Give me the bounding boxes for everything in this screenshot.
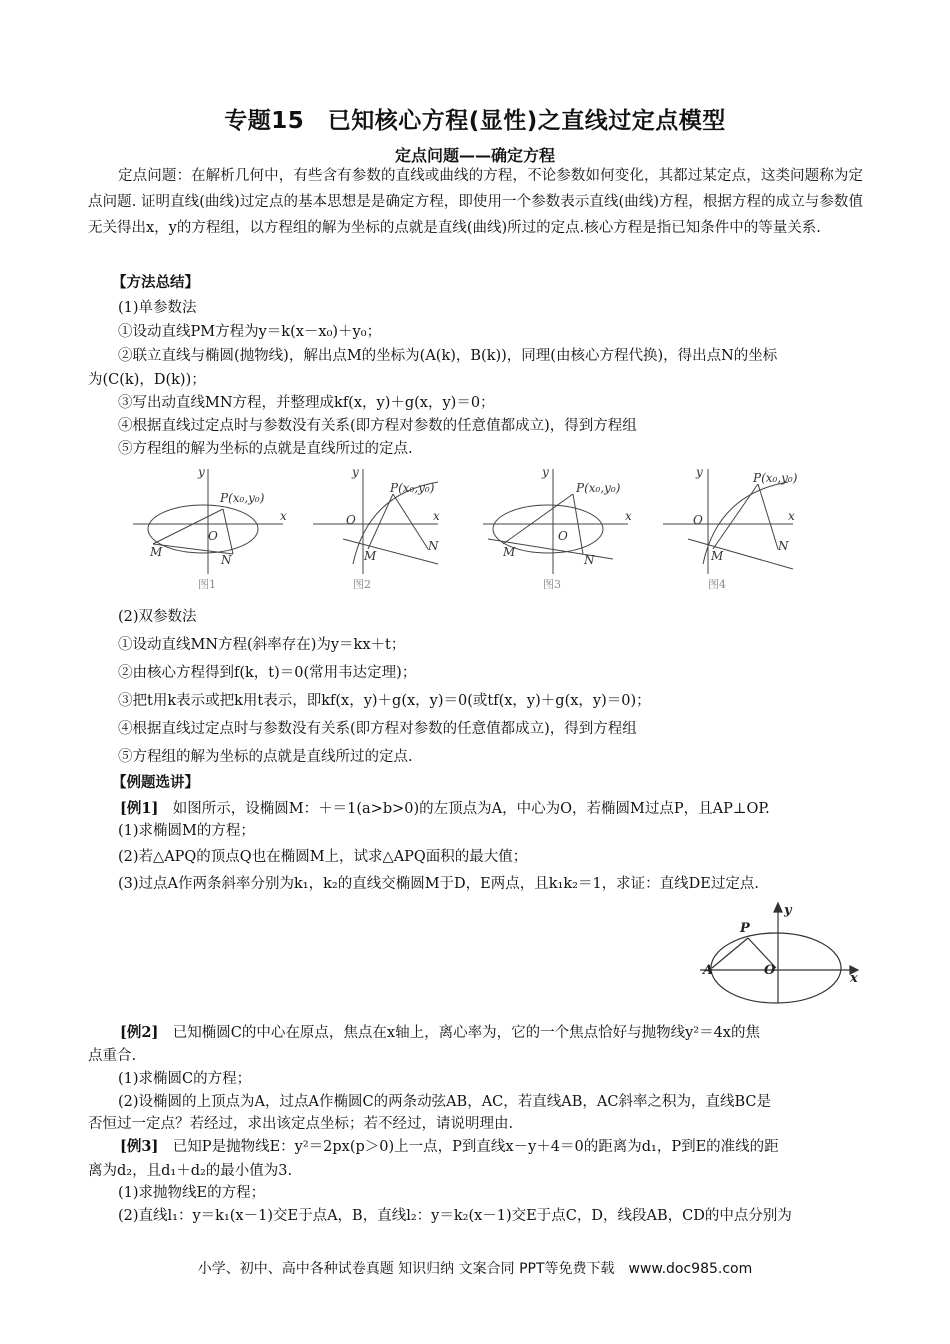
fig4-n-label: N [778,539,789,553]
ex1-fig-a-label: A [703,963,714,978]
fig3-caption: 图3 [543,578,561,591]
fig3-m-label: M [503,545,516,559]
example-3-q1: (1)求抛物线E的方程； [118,1185,266,1201]
example-1-q3: (3)过点A作两条斜率分别为k₁，k₂的直线交椭圆M于D，E两点，且k₁k₂＝1，求证：直线DE过定点. [118,876,760,892]
ex1-fig-o-label: O [764,963,776,978]
double-step-4: ④根据直线过定点时与参数没有关系(即方程对参数的任意值都成立)，得到方程组 [118,721,637,737]
example-1-q2: (2)若△APQ的顶点Q也在椭圆M上，试求△APQ面积的最大值； [118,849,528,865]
ex1-fig-x-label: x [850,971,858,986]
single-step-1: ①设动直线PM方程为y＝k(x－x₀)＋y₀； [118,324,382,340]
fig1-y-label: y [198,465,205,479]
fig2-m-label: M [364,549,377,563]
fig2-caption: 图2 [353,578,371,591]
page-title: 专题15 已知核心方程(显性)之直线过定点模型 [224,108,726,134]
example-2-stem-cont: 点重合. [88,1048,137,1064]
double-step-1: ①设动直线MN方程(斜率存在)为y＝kx＋t； [118,637,406,653]
double-param-label: (2)双参数法 [118,609,197,625]
single-step-2-cont: 为(C(k)，D(k))； [88,372,206,388]
fig1-p-label: P(x₀,y₀) [220,491,265,505]
double-step-5: ⑤方程组的解为坐标的点就是直线所过的定点. [118,749,413,765]
example-1-stem [120,798,770,820]
fig2-o-label: O [346,513,356,527]
fig2-p-label: P(x₀,y₀) [390,481,435,495]
fig4-o-label: O [693,513,703,527]
method-heading: 【方法总结】 [112,275,199,291]
fig2-n-label: N [428,539,439,553]
single-step-5: ⑤方程组的解为坐标的点就是直线所过的定点. [118,441,413,457]
fig4-y-label: y [696,465,703,479]
single-step-2: ②联立直线与椭圆(抛物线)，解出点M的坐标为(A(k)，B(k))，同理(由核心方程代换)，得出点N的坐标 [118,348,778,364]
fig3-n-label: N [584,553,595,567]
example-1-tag: [例1] [120,800,159,817]
fig4-m-label: M [711,549,724,563]
example-2-q2-cont: 否恒过一定点？若经过，求出该定点坐标；若不经过，请说明理由. [88,1116,514,1132]
page-footer: 小学、初中、高中各种试卷真题 知识归纳 文案合同 PPT等免费下载 www.doc985.com [197,1261,753,1277]
fig1-n-label: N [221,553,232,567]
single-param-label: (1)单参数法 [118,300,197,316]
fig2-y-label: y [352,465,359,479]
examples-heading: 【例题选讲】 [112,775,199,791]
fig1-x-label: x [280,509,287,523]
example-3-q2: (2)直线l₁：y＝k₁(x－1)交E于点A，B，直线l₂：y＝k₂(x－1)交E于点C，D，线段AB，CD的中点分别为 [118,1208,792,1224]
example-3-stem-cont: 离为d₂，且d₁＋d₂的最小值为3. [88,1163,293,1179]
example-3-text: 已知P是抛物线E：y²＝2px(p＞0)上一点，P到直线x－y＋4＝0的距离为d₁，P到E的准线的距 [158,1139,779,1155]
fig3-x-label: x [625,509,632,523]
page-subtitle: 定点问题——确定方程 [394,146,555,165]
example-3-stem [120,1136,779,1158]
example-1-figure [700,898,860,1008]
example-2-stem [120,1022,760,1044]
example-2-q1: (1)求椭圆C的方程； [118,1071,252,1087]
double-step-3: ③把t用k表示或把k用t表示，即kf(x，y)＋g(x，y)＝0(或tf(x，y)＋g(x，y)＝0)； [118,693,651,709]
single-step-4: ④根据直线过定点时与参数没有关系(即方程对参数的任意值都成立)，得到方程组 [118,418,637,434]
example-1-q1: (1)求椭圆M的方程； [118,823,255,839]
fig4-x-label: x [788,509,795,523]
example-2-text: 已知椭圆C的中心在原点，焦点在x轴上，离心率为，它的一个焦点恰好与抛物线y²＝4x的焦 [158,1025,760,1041]
single-step-3: ③写出动直线MN方程，并整理成kf(x，y)＋g(x，y)＝0； [118,395,495,411]
example-2-q2: (2)设椭圆的上顶点为A，过点A作椭圆C的两条动弦AB，AC，若直线AB，AC斜率之积为，直线BC是 [118,1094,771,1110]
example-1-text: 如图所示，设椭圆M：＋＝1(a>b>0)的左顶点为A，中心为O，若椭圆M过点P，且AP⊥OP. [158,801,770,817]
fig1-caption: 图1 [198,578,216,591]
fig3-y-label: y [542,465,549,479]
ex1-fig-p-label: P [740,921,750,936]
ex1-fig-y-label: y [784,903,792,918]
intro-paragraph: 定点问题：在解析几何中，有些含有参数的直线或曲线的方程，不论参数如何变化，其都过某定点，这类问题称为定点问题. 证明直线(曲线)过定点的基本思想是是确定方程，即使用一个参数表示直线(曲线)方程，根据方程的成立与参数值无关得出x，y的方程组，以方程组的解为坐标的点就是直线(曲线)所过的定点.核心方程是指已知条件中的等量关系. [88,168,863,236]
fig1-o-label: O [208,529,218,543]
fig4-p-label: P(x₀,y₀) [753,471,798,485]
fig3-p-label: P(x₀,y₀) [576,481,621,495]
double-step-2: ②由核心方程得到f(k，t)＝0(常用韦达定理)； [118,665,417,681]
fig1-m-label: M [150,545,163,559]
method-figures [128,464,808,594]
fig4-caption: 图4 [708,578,726,591]
example-2-tag: [例2] [120,1024,159,1041]
fig3-o-label: O [558,529,568,543]
fig2-x-label: x [433,509,440,523]
example-3-tag: [例3] [120,1138,159,1155]
